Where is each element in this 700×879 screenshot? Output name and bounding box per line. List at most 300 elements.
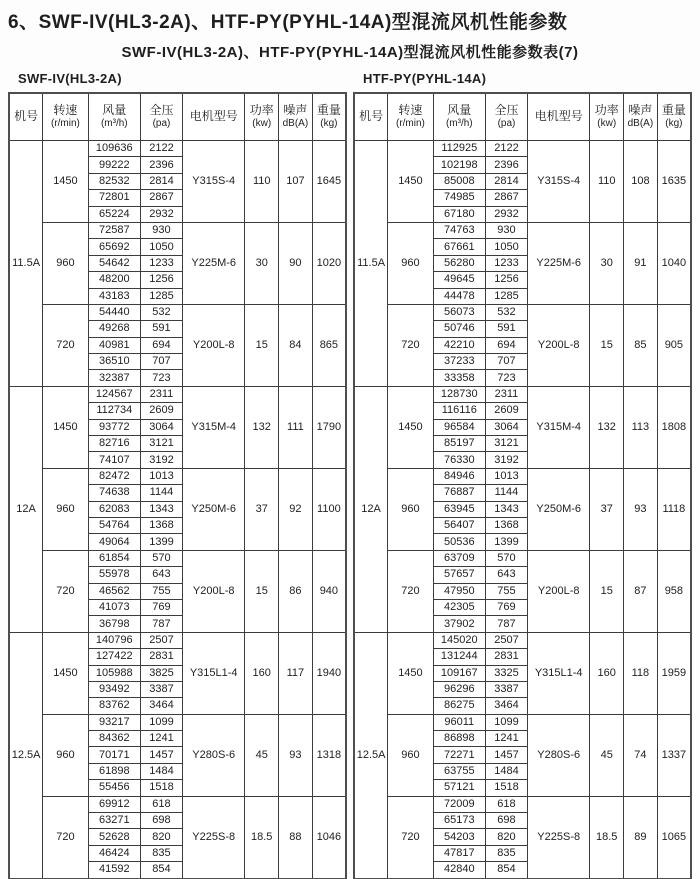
total-pressure-cell: 591 [485, 321, 527, 337]
motor-model-cell: Y200L-8 [528, 304, 590, 386]
col-header-motor-model [183, 93, 245, 141]
table-row [354, 468, 691, 484]
air-volume-cell: 127422 [88, 649, 140, 665]
air-volume-cell: 82532 [88, 173, 140, 189]
air-volume-cell: 36798 [88, 616, 140, 632]
noise-cell: 91 [624, 222, 658, 304]
speed-cell: 960 [43, 222, 88, 304]
fan-table-right [353, 92, 692, 879]
air-volume-cell: 112925 [433, 141, 485, 157]
machine-no-cell: 11.5A [9, 141, 43, 387]
col-header-noise [279, 93, 313, 141]
motor-model-cell: Y250M-6 [528, 468, 590, 550]
total-pressure-cell: 1368 [140, 517, 182, 533]
total-pressure-cell: 820 [485, 829, 527, 845]
speed-cell: 720 [43, 304, 88, 386]
col-header-label: 转速 [398, 103, 423, 118]
weight-cell: 1118 [657, 468, 691, 550]
weight-cell: 905 [657, 304, 691, 386]
weight-cell: 1940 [312, 632, 346, 714]
air-volume-cell: 52628 [88, 829, 140, 845]
total-pressure-cell: 3464 [485, 698, 527, 714]
total-pressure-cell: 2867 [485, 190, 527, 206]
total-pressure-cell: 3121 [140, 436, 182, 452]
total-pressure-cell: 835 [140, 845, 182, 861]
total-pressure-cell: 755 [140, 583, 182, 599]
total-pressure-cell: 698 [140, 813, 182, 829]
col-header-label: 机号 [359, 109, 384, 124]
total-pressure-cell: 854 [140, 862, 182, 879]
air-volume-cell: 65692 [88, 239, 140, 255]
col-header-unit: dB(A) [627, 118, 654, 130]
air-volume-cell: 54440 [88, 304, 140, 320]
motor-model-cell: Y315S-4 [183, 141, 245, 223]
air-volume-cell: 116116 [433, 403, 485, 419]
noise-cell: 107 [279, 141, 313, 223]
total-pressure-cell: 1343 [140, 501, 182, 517]
col-header-unit: (m³/h) [100, 118, 128, 130]
air-volume-cell: 61898 [88, 763, 140, 779]
total-pressure-cell: 1050 [140, 239, 182, 255]
power-cell: 15 [245, 304, 279, 386]
speed-cell: 1450 [43, 632, 88, 714]
total-pressure-cell: 2814 [485, 173, 527, 189]
fan-table-left [8, 92, 347, 879]
col-header-unit: (kg) [320, 118, 338, 130]
power-cell: 37 [590, 468, 624, 550]
speed-cell: 720 [43, 796, 88, 878]
air-volume-cell: 49064 [88, 534, 140, 550]
total-pressure-cell: 643 [485, 567, 527, 583]
total-pressure-cell: 1518 [140, 780, 182, 796]
table-row [9, 468, 346, 484]
table-row [9, 141, 346, 157]
power-cell: 30 [590, 222, 624, 304]
speed-cell: 960 [388, 468, 433, 550]
weight-cell: 1645 [312, 141, 346, 223]
air-volume-cell: 55456 [88, 780, 140, 796]
col-header-label: 风量 [102, 103, 127, 118]
total-pressure-cell: 3192 [485, 452, 527, 468]
total-pressure-cell: 1399 [140, 534, 182, 550]
air-volume-cell: 42305 [433, 599, 485, 615]
speed-cell: 1450 [43, 386, 88, 468]
noise-cell: 118 [624, 632, 658, 714]
total-pressure-cell: 3064 [140, 419, 182, 435]
speed-cell: 720 [388, 796, 433, 878]
weight-cell: 940 [312, 550, 346, 632]
total-pressure-cell: 2932 [485, 206, 527, 222]
total-pressure-cell: 1233 [485, 255, 527, 271]
page-subtitle: SWF-IV(HL3-2A)、HTF-PY(PYHL-14A)型混流风机性能参数表(7) [121, 44, 579, 61]
weight-cell: 1337 [657, 714, 691, 796]
weight-cell: 865 [312, 304, 346, 386]
total-pressure-cell: 1241 [140, 731, 182, 747]
air-volume-cell: 128730 [433, 386, 485, 402]
col-header-speed [43, 93, 88, 141]
noise-cell: 111 [279, 386, 313, 468]
col-header-air-volume [88, 93, 140, 141]
total-pressure-cell: 2122 [140, 141, 182, 157]
power-cell: 110 [245, 141, 279, 223]
total-pressure-cell: 3325 [485, 665, 527, 681]
total-pressure-cell: 1399 [485, 534, 527, 550]
total-pressure-cell: 930 [485, 222, 527, 238]
noise-cell: 113 [624, 386, 658, 468]
table-block-left [8, 71, 347, 879]
table-row [354, 141, 691, 157]
air-volume-cell: 36510 [88, 354, 140, 370]
total-pressure-cell: 707 [140, 354, 182, 370]
table-row [9, 386, 346, 402]
total-pressure-cell: 570 [485, 550, 527, 566]
total-pressure-cell: 1144 [485, 485, 527, 501]
table-body-left [9, 141, 346, 879]
air-volume-cell: 84362 [88, 731, 140, 747]
air-volume-cell: 50746 [433, 321, 485, 337]
total-pressure-cell: 930 [140, 222, 182, 238]
total-pressure-cell: 1285 [140, 288, 182, 304]
air-volume-cell: 54764 [88, 517, 140, 533]
total-pressure-cell: 3387 [140, 681, 182, 697]
col-header-total-pressure [485, 93, 527, 141]
table-row [354, 796, 691, 812]
col-header-unit: (r/min) [395, 118, 425, 130]
total-pressure-cell: 3064 [485, 419, 527, 435]
speed-cell: 1450 [388, 632, 433, 714]
air-volume-cell: 72271 [433, 747, 485, 763]
total-pressure-cell: 1099 [485, 714, 527, 730]
total-pressure-cell: 1457 [140, 747, 182, 763]
weight-cell: 1790 [312, 386, 346, 468]
air-volume-cell: 43183 [88, 288, 140, 304]
total-pressure-cell: 618 [485, 796, 527, 812]
total-pressure-cell: 698 [485, 813, 527, 829]
power-cell: 37 [245, 468, 279, 550]
air-volume-cell: 112734 [88, 403, 140, 419]
total-pressure-cell: 3121 [485, 436, 527, 452]
col-header-unit: (m³/h) [445, 118, 473, 130]
air-volume-cell: 102198 [433, 157, 485, 173]
air-volume-cell: 56407 [433, 517, 485, 533]
tables-container [8, 71, 692, 879]
table-body-right [354, 141, 691, 879]
power-cell: 18.5 [590, 796, 624, 878]
total-pressure-cell: 1099 [140, 714, 182, 730]
air-volume-cell: 131244 [433, 649, 485, 665]
col-header-machine-no [354, 93, 388, 141]
machine-no-cell: 11.5A [354, 141, 388, 387]
total-pressure-cell: 723 [140, 370, 182, 386]
speed-cell: 720 [43, 550, 88, 632]
total-pressure-cell: 1233 [140, 255, 182, 271]
col-header-unit: (kw) [597, 118, 617, 130]
col-header-total-pressure [140, 93, 182, 141]
weight-cell: 1100 [312, 468, 346, 550]
noise-cell: 84 [279, 304, 313, 386]
weight-cell: 1040 [657, 222, 691, 304]
air-volume-cell: 41073 [88, 599, 140, 615]
air-volume-cell: 96584 [433, 419, 485, 435]
power-cell: 15 [590, 550, 624, 632]
noise-cell: 90 [279, 222, 313, 304]
total-pressure-cell: 2609 [485, 403, 527, 419]
air-volume-cell: 54203 [433, 829, 485, 845]
total-pressure-cell: 2507 [485, 632, 527, 648]
noise-cell: 87 [624, 550, 658, 632]
air-volume-cell: 56073 [433, 304, 485, 320]
motor-model-cell: Y200L-8 [528, 550, 590, 632]
air-volume-cell: 40981 [88, 337, 140, 353]
total-pressure-cell: 2311 [140, 386, 182, 402]
weight-cell: 1635 [657, 141, 691, 223]
col-header-noise [624, 93, 658, 141]
air-volume-cell: 99222 [88, 157, 140, 173]
total-pressure-cell: 1013 [140, 468, 182, 484]
air-volume-cell: 82716 [88, 436, 140, 452]
power-cell: 160 [590, 632, 624, 714]
col-header-unit: dB(A) [282, 118, 309, 130]
motor-model-cell: Y225S-8 [528, 796, 590, 878]
total-pressure-cell: 2122 [485, 141, 527, 157]
air-volume-cell: 76887 [433, 485, 485, 501]
air-volume-cell: 49645 [433, 272, 485, 288]
speed-cell: 1450 [388, 141, 433, 223]
air-volume-cell: 49268 [88, 321, 140, 337]
table-row [354, 632, 691, 648]
table-header-right [354, 93, 691, 141]
air-volume-cell: 63945 [433, 501, 485, 517]
motor-model-cell: Y225S-8 [183, 796, 245, 878]
total-pressure-cell: 3192 [140, 452, 182, 468]
motor-model-cell: Y280S-6 [183, 714, 245, 796]
total-pressure-cell: 591 [140, 321, 182, 337]
motor-model-cell: Y225M-6 [183, 222, 245, 304]
motor-model-cell: Y315L1-4 [528, 632, 590, 714]
power-cell: 132 [590, 386, 624, 468]
weight-cell: 1020 [312, 222, 346, 304]
air-volume-cell: 96011 [433, 714, 485, 730]
total-pressure-cell: 707 [485, 354, 527, 370]
air-volume-cell: 50536 [433, 534, 485, 550]
table-row [354, 714, 691, 730]
total-pressure-cell: 2831 [485, 649, 527, 665]
air-volume-cell: 93772 [88, 419, 140, 435]
motor-model-cell: Y250M-6 [183, 468, 245, 550]
air-volume-cell: 63271 [88, 813, 140, 829]
air-volume-cell: 67180 [433, 206, 485, 222]
total-pressure-cell: 2507 [140, 632, 182, 648]
table-row [9, 714, 346, 730]
air-volume-cell: 85008 [433, 173, 485, 189]
total-pressure-cell: 835 [485, 845, 527, 861]
air-volume-cell: 72587 [88, 222, 140, 238]
power-cell: 110 [590, 141, 624, 223]
total-pressure-cell: 2814 [140, 173, 182, 189]
air-volume-cell: 105988 [88, 665, 140, 681]
total-pressure-cell: 1518 [485, 780, 527, 796]
total-pressure-cell: 755 [485, 583, 527, 599]
noise-cell: 93 [624, 468, 658, 550]
col-header-power [590, 93, 624, 141]
air-volume-cell: 57121 [433, 780, 485, 796]
air-volume-cell: 65173 [433, 813, 485, 829]
air-volume-cell: 33358 [433, 370, 485, 386]
total-pressure-cell: 1285 [485, 288, 527, 304]
col-header-machine-no [9, 93, 43, 141]
total-pressure-cell: 1013 [485, 468, 527, 484]
air-volume-cell: 42210 [433, 337, 485, 353]
air-volume-cell: 86898 [433, 731, 485, 747]
page-title: 6、SWF-IV(HL3-2A)、HTF-PY(PYHL-14A)型混流风机性能参数 [8, 12, 568, 33]
air-volume-cell: 44478 [433, 288, 485, 304]
table-header-left [9, 93, 346, 141]
air-volume-cell: 85197 [433, 436, 485, 452]
motor-model-cell: Y200L-8 [183, 304, 245, 386]
power-cell: 15 [590, 304, 624, 386]
noise-cell: 88 [279, 796, 313, 878]
col-header-label: 全压 [494, 103, 519, 118]
air-volume-cell: 46424 [88, 845, 140, 861]
col-header-label: 转速 [53, 103, 78, 118]
air-volume-cell: 74985 [433, 190, 485, 206]
air-volume-cell: 82472 [88, 468, 140, 484]
table-caption-right: HTF-PY(PYHL-14A) [363, 71, 487, 86]
col-header-label: 功率 [249, 103, 274, 118]
air-volume-cell: 74107 [88, 452, 140, 468]
table-row [9, 222, 346, 238]
motor-model-cell: Y200L-8 [183, 550, 245, 632]
noise-cell: 89 [624, 796, 658, 878]
air-volume-cell: 93492 [88, 681, 140, 697]
air-volume-cell: 42840 [433, 862, 485, 879]
speed-cell: 960 [43, 714, 88, 796]
motor-model-cell: Y280S-6 [528, 714, 590, 796]
total-pressure-cell: 1457 [485, 747, 527, 763]
table-row [9, 304, 346, 320]
weight-cell: 1318 [312, 714, 346, 796]
air-volume-cell: 63755 [433, 763, 485, 779]
col-header-label: 电机型号 [189, 109, 238, 124]
power-cell: 132 [245, 386, 279, 468]
col-header-label: 全压 [149, 103, 174, 118]
total-pressure-cell: 2609 [140, 403, 182, 419]
noise-cell: 92 [279, 468, 313, 550]
weight-cell: 1959 [657, 632, 691, 714]
air-volume-cell: 48200 [88, 272, 140, 288]
header-row [9, 93, 346, 141]
air-volume-cell: 69912 [88, 796, 140, 812]
total-pressure-cell: 2311 [485, 386, 527, 402]
table-row [9, 550, 346, 566]
table-caption-left: SWF-IV(HL3-2A) [18, 71, 122, 86]
speed-cell: 960 [388, 222, 433, 304]
air-volume-cell: 63709 [433, 550, 485, 566]
col-header-air-volume [433, 93, 485, 141]
air-volume-cell: 83762 [88, 698, 140, 714]
total-pressure-cell: 694 [485, 337, 527, 353]
air-volume-cell: 74638 [88, 485, 140, 501]
speed-cell: 960 [388, 714, 433, 796]
air-volume-cell: 54642 [88, 255, 140, 271]
noise-cell: 108 [624, 141, 658, 223]
motor-model-cell: Y315M-4 [183, 386, 245, 468]
table-row [9, 632, 346, 648]
air-volume-cell: 46562 [88, 583, 140, 599]
table-block-right [353, 71, 692, 879]
col-header-unit: (pa) [497, 118, 516, 130]
air-volume-cell: 72009 [433, 796, 485, 812]
weight-cell: 958 [657, 550, 691, 632]
col-header-label: 噪声 [628, 103, 653, 118]
power-cell: 45 [590, 714, 624, 796]
col-header-unit: (r/min) [50, 118, 80, 130]
noise-cell: 93 [279, 714, 313, 796]
col-header-power [245, 93, 279, 141]
air-volume-cell: 67661 [433, 239, 485, 255]
speed-cell: 1450 [388, 386, 433, 468]
total-pressure-cell: 787 [485, 616, 527, 632]
col-header-unit: (pa) [152, 118, 171, 130]
machine-no-cell: 12.5A [354, 632, 388, 878]
air-volume-cell: 93217 [88, 714, 140, 730]
motor-model-cell: Y315S-4 [528, 141, 590, 223]
total-pressure-cell: 1343 [485, 501, 527, 517]
total-pressure-cell: 854 [485, 862, 527, 879]
table-row [354, 386, 691, 402]
motor-model-cell: Y225M-6 [528, 222, 590, 304]
air-volume-cell: 56280 [433, 255, 485, 271]
machine-no-cell: 12A [354, 386, 388, 632]
air-volume-cell: 70171 [88, 747, 140, 763]
total-pressure-cell: 1368 [485, 517, 527, 533]
col-header-speed [388, 93, 433, 141]
air-volume-cell: 140796 [88, 632, 140, 648]
speed-cell: 720 [388, 304, 433, 386]
total-pressure-cell: 3825 [140, 665, 182, 681]
air-volume-cell: 109167 [433, 665, 485, 681]
air-volume-cell: 72801 [88, 190, 140, 206]
total-pressure-cell: 1256 [485, 272, 527, 288]
total-pressure-cell: 618 [140, 796, 182, 812]
col-header-unit: (kg) [665, 118, 683, 130]
weight-cell: 1065 [657, 796, 691, 878]
air-volume-cell: 55978 [88, 567, 140, 583]
air-volume-cell: 96296 [433, 681, 485, 697]
total-pressure-cell: 1050 [485, 239, 527, 255]
col-header-weight [312, 93, 346, 141]
total-pressure-cell: 787 [140, 616, 182, 632]
total-pressure-cell: 3387 [485, 681, 527, 697]
weight-cell: 1046 [312, 796, 346, 878]
noise-cell: 85 [624, 304, 658, 386]
total-pressure-cell: 694 [140, 337, 182, 353]
air-volume-cell: 47950 [433, 583, 485, 599]
air-volume-cell: 145020 [433, 632, 485, 648]
noise-cell: 117 [279, 632, 313, 714]
col-header-label: 噪声 [283, 103, 308, 118]
air-volume-cell: 124567 [88, 386, 140, 402]
table-row [354, 550, 691, 566]
speed-cell: 960 [43, 468, 88, 550]
header-row [354, 93, 691, 141]
air-volume-cell: 57657 [433, 567, 485, 583]
air-volume-cell: 32387 [88, 370, 140, 386]
total-pressure-cell: 2831 [140, 649, 182, 665]
col-header-label: 重量 [661, 103, 686, 118]
air-volume-cell: 47817 [433, 845, 485, 861]
power-cell: 18.5 [245, 796, 279, 878]
